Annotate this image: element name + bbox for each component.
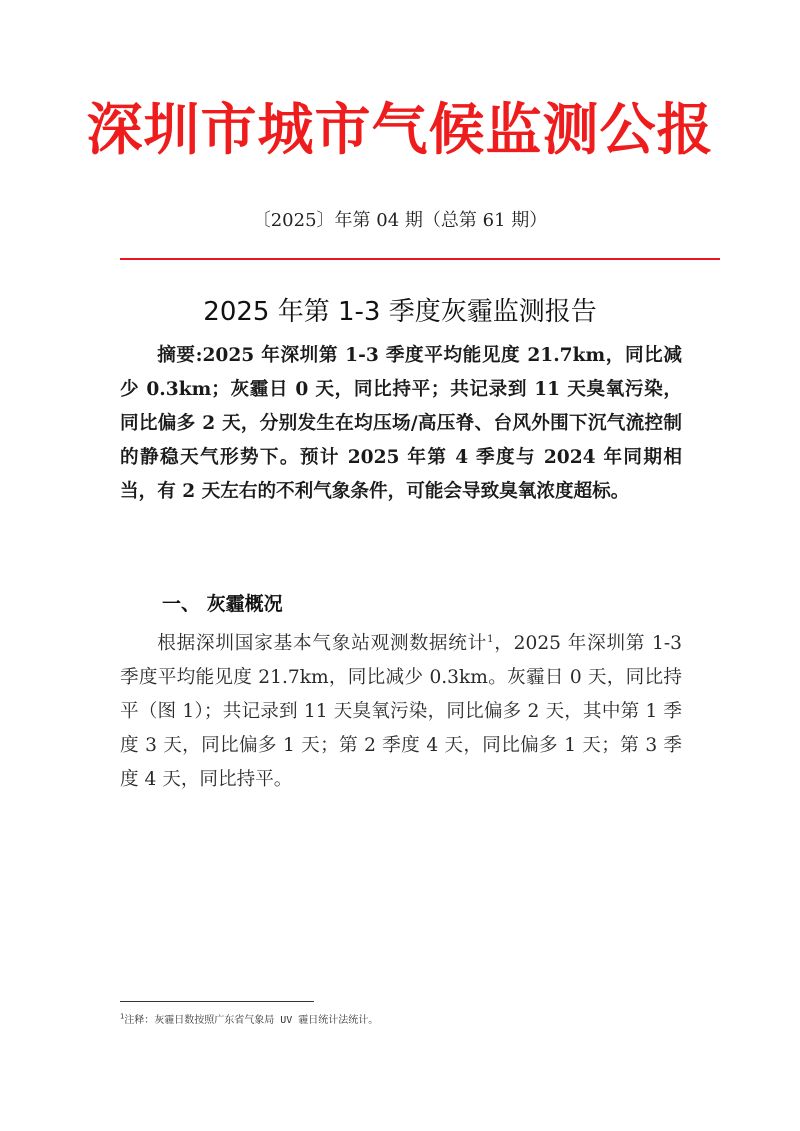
bulletin-masthead-title: 深圳市城市气候监测公报	[86, 97, 714, 163]
issue-number: 〔2025〕年第 04 期（总第 61 期）	[252, 210, 548, 231]
section-body-paragraph	[120, 627, 682, 797]
footnote-divider	[120, 1001, 314, 1002]
report-title: 2025 年第 1-3 季度灰霾监测报告	[203, 297, 597, 327]
body-text-part2: ，2025 年深圳第 1-3 季度平均能见度 21.7km，同比减少 0.3km。灰霾日 0 天，同比持平（图 1）；共记录到 11 天臭氧污染，同比偏多 2 天，其中第 1 季度 3 天，同比偏多 1 天；第 2 季度 4 天，同比偏多 1 天；第 3 季度 4 天，同比持平。	[120, 633, 682, 790]
abstract-label: 摘要:	[157, 345, 203, 366]
footnote-text: 注释：灰霾日数按照广东省气象局 UV 霾日统计法统计。	[124, 1015, 379, 1026]
red-divider	[120, 258, 720, 260]
footnote-reference[interactable]: 1	[487, 633, 494, 645]
body-text-part1: 根据深圳国家基本气象站观测数据统计	[157, 633, 488, 654]
footnote	[120, 1013, 378, 1029]
footnote-marker: 1	[120, 1012, 125, 1021]
abstract-paragraph	[120, 339, 682, 509]
abstract-text: 2025 年深圳第 1-3 季度平均能见度 21.7km，同比减少 0.3km；灰霾日 0 天，同比持平；共记录到 11 天臭氧污染，同比偏多 2 天，分别发生在均压场/高压脊、台风外围下沉气流控制的静稳天气形势下。预计 2025 年第 4 季度与 2024 年同期相当，有 2 天左右的不利气象条件，可能会导致臭氧浓度超标。	[120, 345, 682, 502]
section-heading-haze-overview: 一、 灰霾概况	[162, 593, 283, 615]
